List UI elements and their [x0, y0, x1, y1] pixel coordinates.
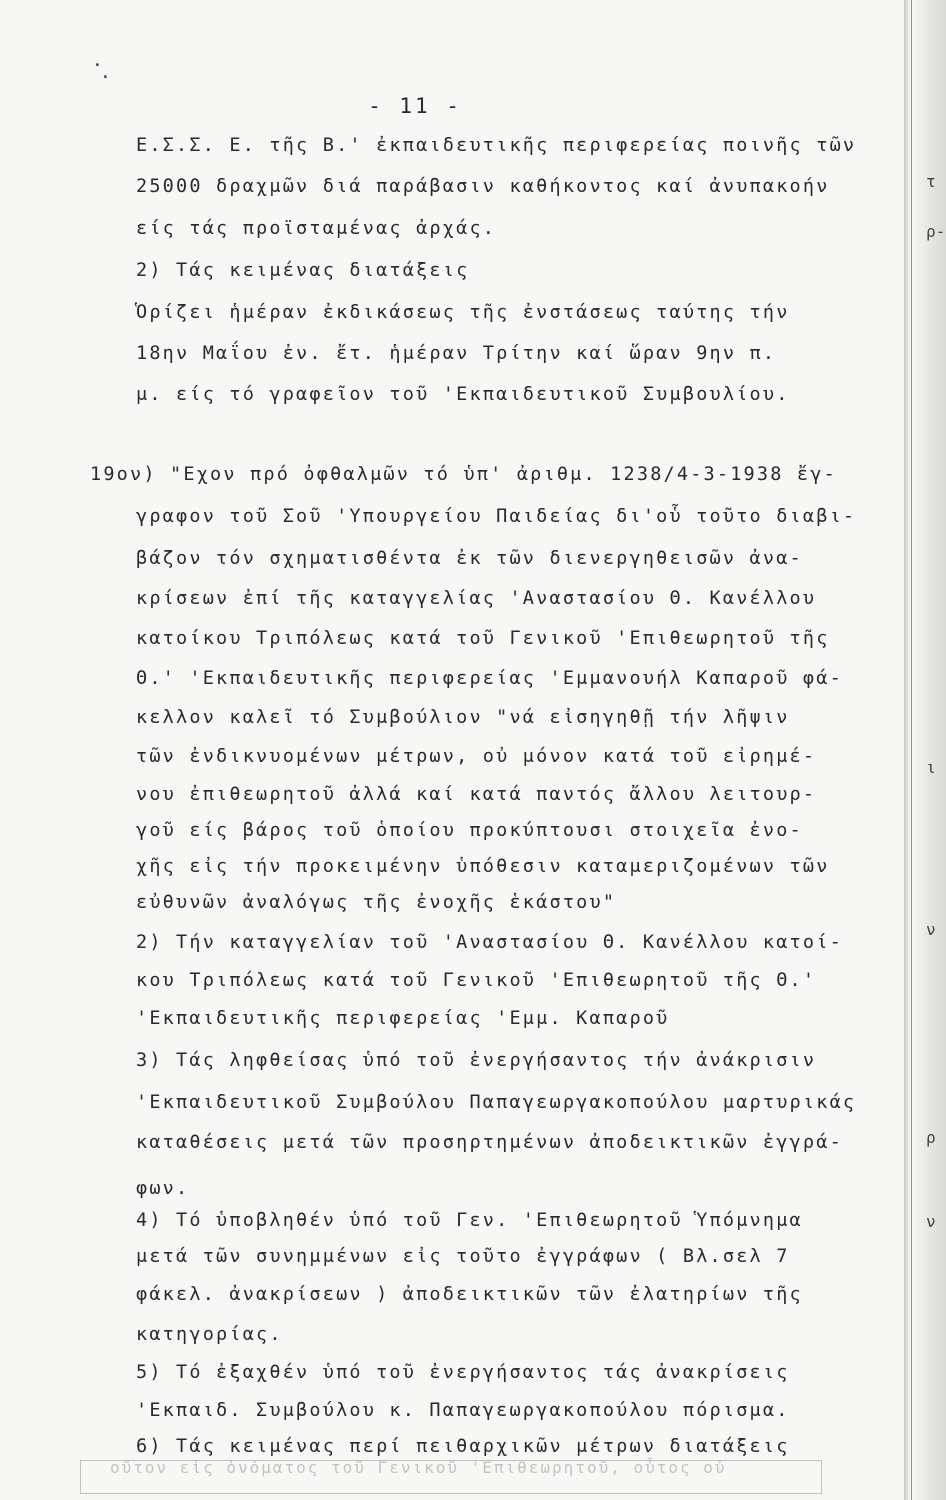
text-line: 2) Τήν καταγγελίαν τοῦ 'Αναστασίου Θ. Κανέλλου κατοί- [136, 932, 843, 953]
page-fold-shadow [904, 0, 910, 1500]
text-line: καταθέσεις μετά τῶν προσηρτημένων ἀποδεικτικῶν ἐγγρά- [136, 1132, 843, 1153]
text-line: κατοίκου Τριπόλεως κατά τοῦ Γενικοῦ 'Επιθεωρητοῦ τῆς [136, 628, 830, 649]
margin-char: ι [926, 758, 936, 777]
text-line: κατηγορίας. [136, 1324, 283, 1345]
text-line: 'Εκπαιδ. Συμβούλου κ. Παπαγεωργακοπούλου πόρισμα. [136, 1400, 790, 1421]
text-line: 19ον) "Εχον πρό ὀφθαλμῶν τό ὑπ' ἀριθμ. 1238/4-3-1938 ἔγ- [90, 464, 837, 485]
margin-char: ν [926, 920, 936, 939]
text-line: 6) Τάς κειμένας περί πειθαρχικῶν μέτρων διατάξεις [136, 1436, 790, 1457]
text-line: κου Τριπόλεως κατά τοῦ Γενικοῦ 'Επιθεωρητοῦ τῆς Θ.' [136, 970, 817, 991]
text-line: 2) Τάς κειμένας διατάξεις [136, 260, 470, 281]
text-line: φων. [136, 1178, 190, 1199]
text-line: 18ην Μαΐου ἐν. ἔτ. ἡμέραν Τρίτην καί ὥραν 9ην π. [136, 343, 777, 364]
text-line: φάκελ. ἀνακρίσεων ) ἀποδεικτικῶν τῶν ἐλατηρίων τῆς [136, 1284, 803, 1305]
text-line: 4) Τό ὑποβληθέν ὑπό τοῦ Γεν. 'Επιθεωρητοῦ Ὑπόμνημα [136, 1210, 803, 1231]
text-line: 25000 δραχμῶν διά παράβασιν καθήκοντος καί ἀνυπακοήν [136, 176, 830, 197]
text-line: νου ἐπιθεωρητοῦ ἀλλά καί κατά παντός ἄλλου λειτουρ- [136, 784, 817, 805]
text-line: κελλον καλεῖ τό Συμβούλιον "νά εἰσηγηθῇ τήν λῆψιν [136, 707, 790, 728]
ink-mark: . [100, 62, 111, 83]
margin-char: ρ [926, 1128, 936, 1147]
text-line: 'Εκπαιδευτικοῦ Συμβούλου Παπαγεωργακοπούλου μαρτυρικάς [136, 1092, 857, 1113]
text-line: Ε.Σ.Σ. Ε. τῆς Β.' ἐκπαιδευτικῆς περιφερείας ποινῆς τῶν [136, 135, 857, 156]
text-line: είς τάς προϊσταμένας ἀρχάς. [136, 218, 497, 239]
text-line: 3) Τάς ληφθείσας ὑπό τοῦ ἐνεργήσαντος τήν ἀνάκρισιν [136, 1050, 817, 1071]
text-line: βάζον τόν σχηματισθέντα ἐκ τῶν διενεργηθεισῶν ἀνα- [136, 548, 803, 569]
bleed-through-text: οῦτον εἰς ὀνόματος τοῦ Γενικοῦ 'Επιθεωρητοῦ, οὗτος οὐ [110, 1458, 727, 1477]
margin-char: ρ- [926, 222, 946, 241]
text-line: μετά τῶν συνημμένων εἰς τοῦτο ἐγγράφων ( Βλ.σελ 7 [136, 1246, 790, 1267]
text-line: 5) Τό ἐξαχθέν ὑπό τοῦ ἐνεργήσαντος τάς ἀνακρίσεις [136, 1362, 790, 1383]
margin-char: τ [926, 172, 936, 191]
page-number: - 11 - [368, 94, 462, 118]
text-line: 'Εκπαιδευτικῆς περιφερείας 'Εμμ. Καπαροῦ [136, 1008, 670, 1029]
text-line: εὐθυνῶν ἀναλόγως τῆς ἐνοχῆς ἑκάστου" [136, 892, 617, 913]
text-line: χῆς εἰς τήν προκειμένην ὑπόθεσιν καταμεριζομένων τῶν [136, 856, 830, 877]
margin-char: ν [926, 1212, 936, 1231]
text-line: κρίσεων ἐπί τῆς καταγγελίας 'Αναστασίου Θ. Κανέλλου [136, 588, 817, 609]
text-line: γραφον τοῦ Σοῦ 'Υπουργείου Παιδείας δι'οὗ τοῦτο διαβι- [136, 506, 857, 527]
text-line: Ὁρίζει ἡμέραν ἐκδικάσεως τῆς ἐνστάσεως ταύτης τήν [136, 302, 790, 323]
text-line: τῶν ἐνδικνυομένων μέτρων, οὐ μόνον κατά τοῦ εἰρημέ- [136, 746, 817, 767]
ink-mark: . [92, 50, 103, 71]
text-line: Θ.' 'Εκπαιδευτικῆς περιφερείας 'Εμμανουήλ Καπαροῦ φά- [136, 668, 843, 689]
text-line: μ. είς τό γραφεῖον τοῦ 'Εκπαιδευτικοῦ Συμβουλίου. [136, 384, 790, 405]
text-line: γοῦ είς βάρος τοῦ ὁποίου προκύπτουσι στοιχεῖα ἐνο- [136, 820, 803, 841]
